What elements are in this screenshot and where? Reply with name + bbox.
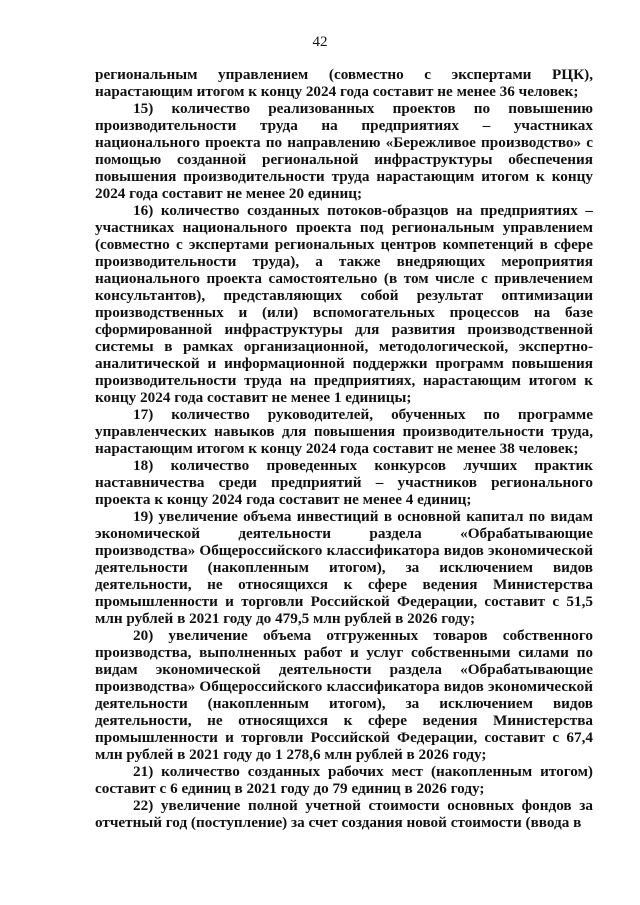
document-body	[95, 66, 593, 831]
page-number: 42	[312, 34, 328, 50]
paragraph: региональным управлением (совместно с экспертами РЦК), нарастающим итогом к концу 2024 года составит не менее 36 человек;	[95, 66, 593, 100]
paragraph-item-19: 19) увеличение объема инвестиций в основной капитал по видам экономической деятельности раздела «Обрабатывающие производства» Общероссийского классификатора видов экономической деятельности (накопленным итогом), за исключением видов деятельности, не относящихся к сфере ведения Министерства промышленности и торговли Российской Федерации, составит с 51,5 млн рублей в 2021 году до 479,5 млн рублей в 2026 году;	[95, 508, 593, 627]
paragraph-item-18: 18) количество проведенных конкурсов лучших практик наставничества среди предприятий – участников регионального проекта к концу 2024 года составит не менее 4 единиц;	[95, 457, 593, 508]
paragraph-item-21: 21) количество созданных рабочих мест (накопленным итогом) составит с 6 единиц в 2021 году до 79 единиц в 2026 году;	[95, 763, 593, 797]
paragraph-item-22: 22) увеличение полной учетной стоимости основных фондов за отчетный год (поступление) за счет создания новой стоимости (ввода в	[95, 797, 593, 831]
paragraph-item-15: 15) количество реализованных проектов по повышению производительности труда на предприятиях – участниках национального проекта по направлению «Бережливое производство» с помощью созданной региональной инфраструктуры обеспечения повышения производительности труда нарастающим итогом к концу 2024 года составит не менее 20 единиц;	[95, 100, 593, 202]
paragraph-item-20: 20) увеличение объема отгруженных товаров собственного производства, выполненных работ и услуг собственными силами по видам экономической деятельности раздела «Обрабатывающие производства» Общероссийского классификатора видов экономической деятельности (накопленным итогом), за исключением видов деятельности, не относящихся к сфере ведения Министерства промышленности и торговли Российской Федерации, составит с 67,4 млн рублей в 2021 году до 1 278,6 млн рублей в 2026 году;	[95, 627, 593, 763]
paragraph-item-16: 16) количество созданных потоков-образцов на предприятиях – участниках национального проекта под региональным управлением (совместно с экспертами региональных центров компетенций в сфере производительности труда), а также внедряющих мероприятия национального проекта самостоятельно (в том числе с привлечением консультантов), представляющих собой результат оптимизации производственных и (или) вспомогательных процессов на базе сформированной инфраструктуры для развития производственной системы в рамках организационной, методологической, экспертно-аналитической и информационной поддержки программ повышения производительности труда на предприятиях, нарастающим итогом к концу 2024 года составит не менее 1 единицы;	[95, 202, 593, 406]
paragraph-item-17: 17) количество руководителей, обученных по программе управленческих навыков для повышения производительности труда, нарастающим итогом к концу 2024 года составит не менее 38 человек;	[95, 406, 593, 457]
